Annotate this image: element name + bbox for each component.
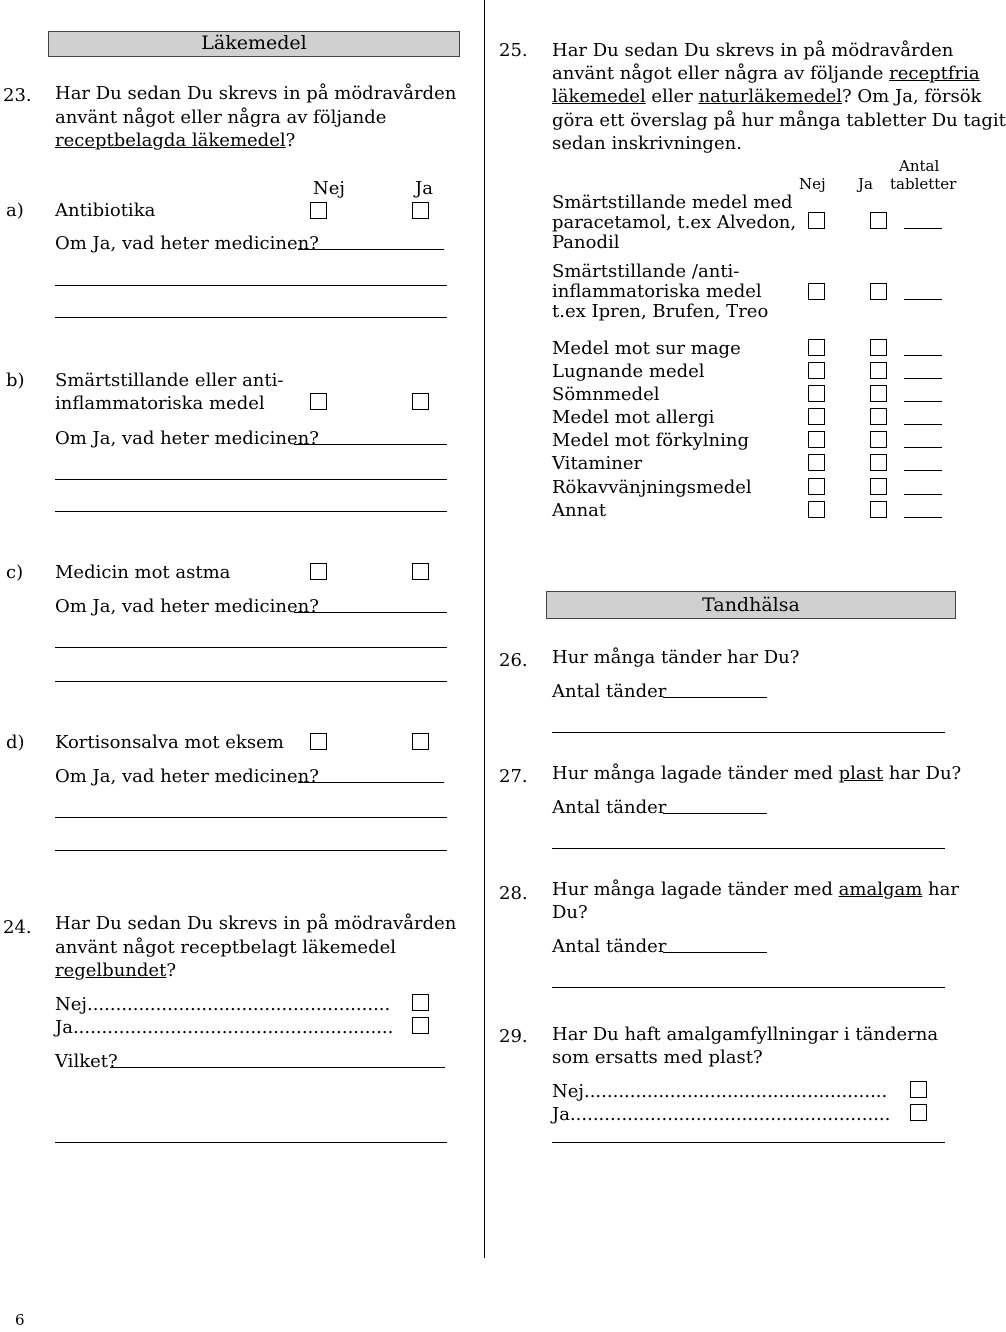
medication-label: Panodil (552, 232, 620, 253)
answer-line[interactable] (55, 317, 447, 318)
checkbox-nej[interactable] (808, 478, 825, 495)
medication-label: t.ex Ipren, Brufen, Treo (552, 301, 769, 322)
medication-label: Vitaminer (552, 453, 643, 474)
tablet-count-line[interactable] (904, 447, 942, 448)
section-header-tandhalsa: Tandhälsa (546, 591, 956, 619)
checkbox-nej[interactable] (808, 212, 825, 229)
question-text-line1: Har Du sedan Du skrevs in på mödravården (55, 913, 457, 934)
answer-line[interactable] (55, 1142, 447, 1143)
question-number: 23. (3, 85, 32, 106)
checkbox-ja[interactable] (870, 339, 887, 356)
follow-up-label: Om Ja, vad heter medicinen? (55, 233, 319, 254)
answer-line[interactable] (55, 850, 447, 851)
medication-label: Medel mot allergi (552, 407, 715, 428)
checkbox-nej[interactable] (808, 431, 825, 448)
column-divider (484, 0, 485, 1258)
tablet-count-line[interactable] (904, 355, 942, 356)
medication-label: paracetamol, t.ex Alvedon, (552, 212, 797, 233)
question-text-line2: använt något eller några av följande (55, 107, 387, 128)
medication-label: Lugnande medel (552, 361, 705, 382)
medication-label: Medel mot förkylning (552, 430, 749, 451)
medication-label: Annat (552, 500, 607, 521)
item-label: Kortisonsalva mot eksem (55, 732, 284, 753)
question-number: 25. (499, 40, 528, 61)
checkbox-ja[interactable] (910, 1104, 927, 1121)
checkbox-nej[interactable] (808, 362, 825, 379)
checkbox-ja[interactable] (870, 408, 887, 425)
medication-label: Medel mot sur mage (552, 338, 741, 359)
tablet-count-line[interactable] (904, 299, 942, 300)
follow-up-label: Om Ja, vad heter medicinen? (55, 596, 319, 617)
checkbox-nej[interactable] (808, 283, 825, 300)
checkbox-nej[interactable] (808, 339, 825, 356)
item-letter: c) (6, 562, 24, 583)
question-text-line5: sedan inskrivningen. (552, 133, 742, 154)
option-ja: Ja........................................................ (55, 1017, 394, 1038)
option-nej: Nej..................................................... (55, 994, 391, 1015)
item-label-line1: Smärtstillande eller anti- (55, 370, 284, 391)
which-label: Vilket? (55, 1051, 118, 1072)
follow-up-label: Om Ja, vad heter medicinen? (55, 428, 319, 449)
question-number: 27. (499, 766, 528, 787)
medication-label: Smärtstillande /anti- (552, 261, 740, 282)
checkbox-ja[interactable] (870, 212, 887, 229)
checkbox-ja[interactable] (870, 501, 887, 518)
tablet-count-line[interactable] (904, 470, 942, 471)
checkbox-nej[interactable] (808, 501, 825, 518)
checkbox-nej[interactable] (310, 563, 327, 580)
question-number: 24. (3, 917, 32, 938)
checkbox-nej[interactable] (808, 385, 825, 402)
answer-line[interactable] (110, 1067, 445, 1068)
answer-line[interactable] (55, 817, 447, 818)
answer-line[interactable] (663, 952, 767, 953)
item-letter: a) (6, 200, 24, 221)
checkbox-nej[interactable] (910, 1081, 927, 1098)
option-ja: Ja........................................................ (552, 1104, 891, 1125)
answer-line[interactable] (55, 681, 447, 682)
section-header-lakemedel: Läkemedel (48, 31, 460, 57)
answer-line[interactable] (294, 444, 447, 445)
medication-label: Sömnmedel (552, 384, 660, 405)
column-label-nej: Nej (799, 175, 826, 193)
item-letter: b) (6, 370, 25, 391)
checkbox-nej[interactable] (310, 202, 327, 219)
checkbox-nej[interactable] (808, 408, 825, 425)
question-text-line1: Har Du sedan Du skrevs in på mödravården (55, 83, 457, 104)
answer-label: Antal tänder (552, 936, 667, 957)
answer-label: Antal tänder (552, 797, 667, 818)
question-number: 28. (499, 883, 528, 904)
question-text-line3: läkemedel eller naturläkemedel? Om Ja, försök (552, 86, 982, 107)
question-text-line3: regelbundet? (55, 960, 176, 981)
checkbox-ja[interactable] (870, 362, 887, 379)
answer-line[interactable] (552, 848, 945, 849)
question-text-line1: Har Du haft amalgamfyllningar i tänderna (552, 1024, 939, 1045)
question-text-line4: göra ett överslag på hur många tabletter Du tagit (552, 110, 1006, 131)
checkbox-ja[interactable] (412, 733, 429, 750)
column-label-ja: Ja (858, 175, 873, 193)
medication-label: Rökavvänjningsmedel (552, 477, 752, 498)
question-text: Hur många tänder har Du? (552, 647, 800, 668)
question-text: Hur många lagade tänder med plast har Du? (552, 763, 962, 784)
checkbox-ja[interactable] (412, 1017, 429, 1034)
follow-up-label: Om Ja, vad heter medicinen? (55, 766, 319, 787)
column-label-antal: Antal (899, 157, 940, 175)
question-text-line1: Hur många lagade tänder med amalgam har (552, 879, 959, 900)
question-text-line2: använt något receptbelagt läkemedel (55, 937, 396, 958)
option-nej: Nej..................................................... (552, 1081, 888, 1102)
checkbox-ja[interactable] (870, 283, 887, 300)
answer-line[interactable] (55, 647, 447, 648)
checkbox-ja[interactable] (412, 202, 429, 219)
question-text-line1: Har Du sedan Du skrevs in på mödravården (552, 40, 954, 61)
question-number: 26. (499, 650, 528, 671)
answer-line[interactable] (55, 479, 447, 480)
tablet-count-line[interactable] (904, 228, 942, 229)
item-letter: d) (6, 732, 25, 753)
checkbox-nej[interactable] (310, 393, 327, 410)
medication-label: inflammatoriska medel (552, 281, 762, 302)
answer-line[interactable] (55, 511, 447, 512)
answer-line[interactable] (552, 732, 945, 733)
answer-line[interactable] (552, 987, 945, 988)
answer-line[interactable] (294, 612, 447, 613)
page-number: 6 (15, 1311, 25, 1329)
tablet-count-line[interactable] (904, 517, 942, 518)
question-text-line2: använt något eller några av följande receptfria (552, 63, 980, 84)
answer-line[interactable] (552, 1142, 945, 1143)
answer-line[interactable] (55, 285, 447, 286)
checkbox-ja[interactable] (412, 393, 429, 410)
tablet-count-line[interactable] (904, 378, 942, 379)
item-label: Antibiotika (55, 200, 156, 221)
checkbox-ja[interactable] (870, 454, 887, 471)
column-label-tabletter: tabletter (890, 175, 957, 193)
checkbox-nej[interactable] (412, 994, 429, 1011)
checkbox-ja[interactable] (870, 478, 887, 495)
answer-line[interactable] (663, 813, 767, 814)
checkbox-nej[interactable] (310, 733, 327, 750)
answer-line[interactable] (663, 697, 767, 698)
question-text-line2: Du? (552, 902, 588, 923)
column-label-nej: Nej (313, 178, 345, 199)
answer-label: Antal tänder (552, 681, 667, 702)
tablet-count-line[interactable] (904, 401, 942, 402)
answer-line[interactable] (298, 782, 444, 783)
question-number: 29. (499, 1026, 528, 1047)
question-text-line2: som ersatts med plast? (552, 1047, 763, 1068)
medication-label: Smärtstillande medel med (552, 192, 793, 213)
answer-line[interactable] (298, 249, 444, 250)
checkbox-ja[interactable] (870, 431, 887, 448)
item-label-line2: inflammatoriska medel (55, 393, 265, 414)
question-text-line3: receptbelagda läkemedel? (55, 130, 296, 151)
checkbox-ja[interactable] (870, 385, 887, 402)
tablet-count-line[interactable] (904, 424, 942, 425)
column-label-ja: Ja (415, 178, 433, 199)
item-label: Medicin mot astma (55, 562, 231, 583)
tablet-count-line[interactable] (904, 494, 942, 495)
checkbox-nej[interactable] (808, 454, 825, 471)
checkbox-ja[interactable] (412, 563, 429, 580)
